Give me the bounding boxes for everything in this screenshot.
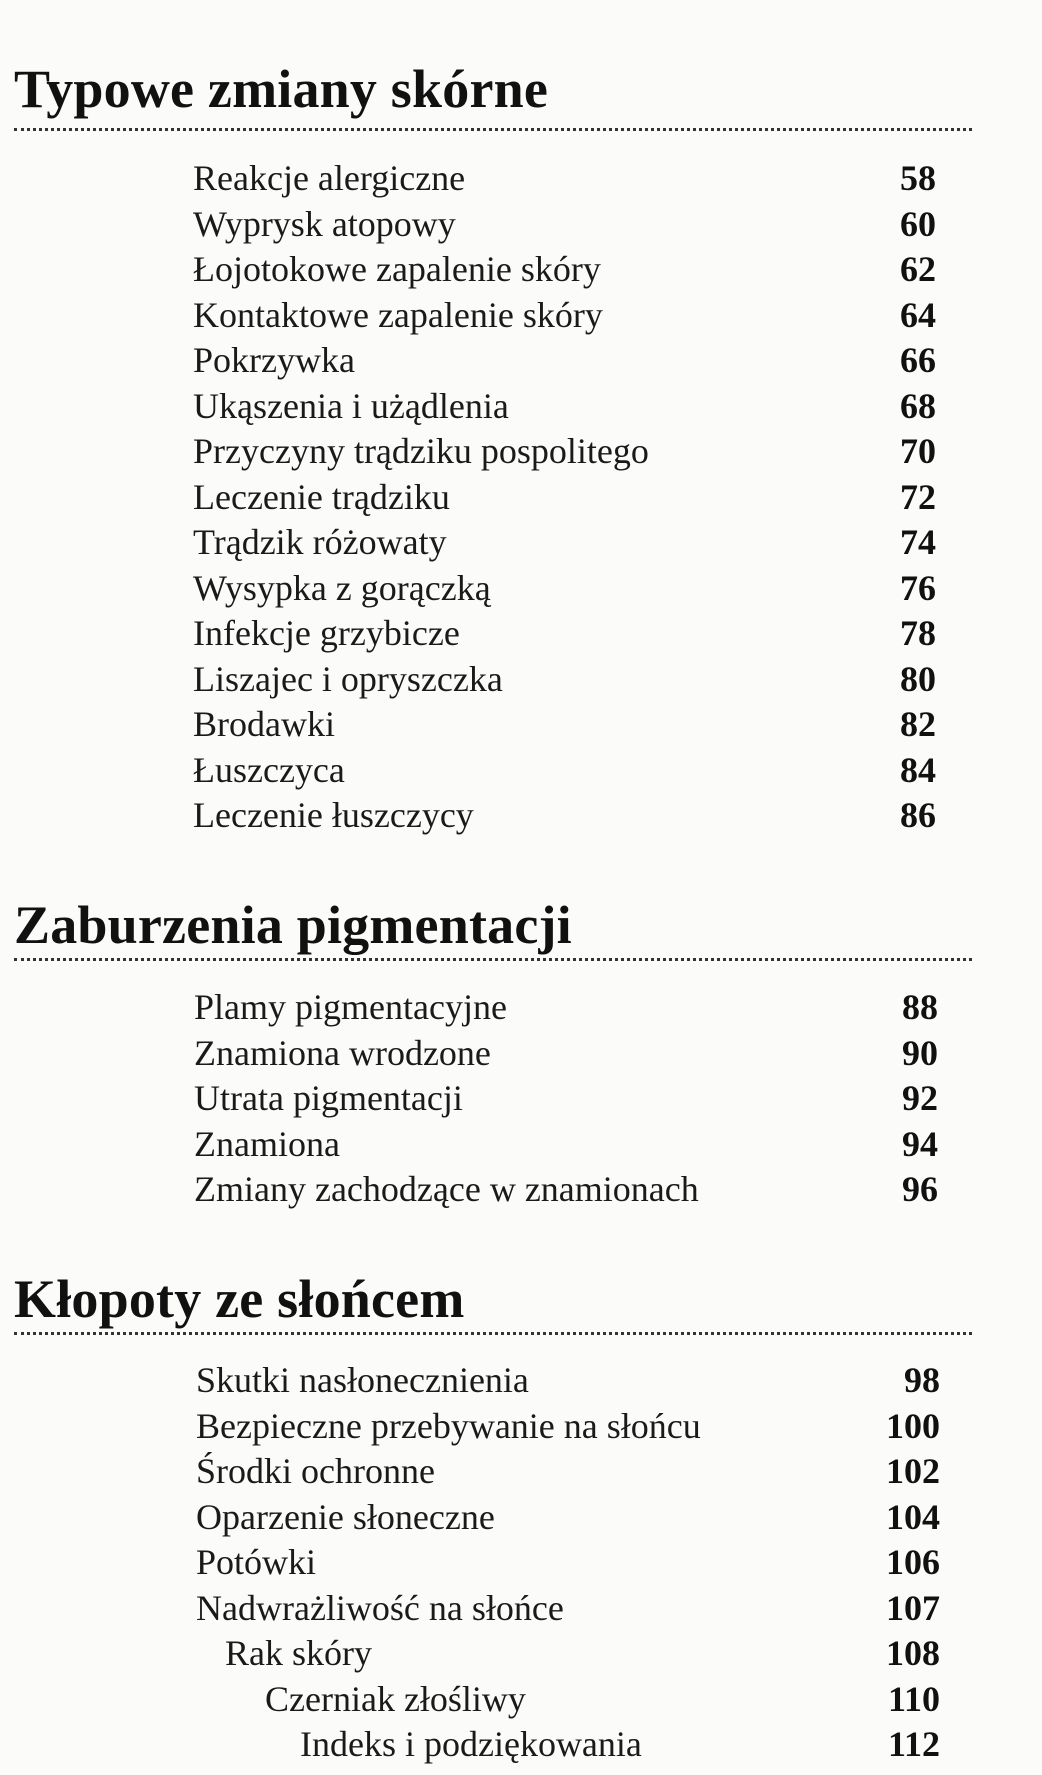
entry-page-number: 64 [900,294,936,335]
toc-entry[interactable] [194,1166,938,1212]
toc-entry[interactable] [193,155,936,201]
toc-entry[interactable] [196,1403,940,1449]
entry-label: Znamiona [194,1123,340,1164]
entry-label: Łuszczyca [193,749,345,790]
toc-entry[interactable] [194,1075,938,1121]
entry-label: Potówki [196,1542,317,1582]
toc-entry[interactable] [193,747,936,793]
entry-page-number: 100 [886,1405,940,1446]
toc-entry[interactable] [194,1030,938,1076]
entry-label: Ukąszenia i użądlenia [193,385,509,426]
entry-page-number: 78 [900,613,936,653]
toc-entry[interactable] [193,656,936,702]
entry-label: Reakcje alergiczne [193,158,466,198]
entry-label: Wysypka z gorączką [193,567,491,608]
toc-entry[interactable] [193,428,936,474]
toc-entry[interactable] [265,1676,940,1722]
entry-page-number: 62 [900,249,936,289]
entry-label: Czerniak złośliwy [265,1678,526,1719]
entry-label: Leczenie trądziku [193,476,450,517]
entry-label: Liszajec i opryszczka [193,658,503,699]
entry-page-number: 104 [886,1496,940,1537]
entry-page-number: 90 [902,1032,938,1073]
entry-page-number: 66 [900,340,936,380]
toc-entry[interactable] [196,1357,940,1403]
toc-entry[interactable] [196,1494,940,1540]
entry-page-number: 80 [900,658,936,699]
entry-page-number: 76 [900,567,936,608]
entry-page-number: 86 [900,795,936,835]
toc-entry[interactable] [196,1448,940,1494]
section-title: Zaburzenia pigmentacji [14,895,572,955]
entry-label: Brodawki [193,704,335,744]
toc-entry[interactable] [193,701,936,747]
entry-label: Utrata pigmentacji [194,1078,463,1118]
toc-entry[interactable] [194,1121,938,1167]
dotted-divider [14,958,972,961]
dotted-divider [14,1332,972,1335]
toc-entry[interactable] [193,246,936,292]
entry-label: Kontaktowe zapalenie skóry [193,294,603,335]
toc-entry[interactable] [196,1539,940,1585]
entry-label: Znamiona wrodzone [194,1032,491,1073]
toc-entry[interactable] [193,337,936,383]
entry-label: Nadwrażliwość na słońce [196,1587,564,1628]
entry-page-number: 84 [900,749,936,790]
section-title: Typowe zmiany skórne [14,59,549,119]
entry-page-number: 60 [900,203,936,244]
entry-page-number: 92 [902,1078,938,1118]
entry-label: Bezpieczne przebywanie na słońcu [196,1405,701,1446]
entry-label: Środki ochronne [196,1451,435,1491]
entry-page-number: 68 [900,385,936,426]
entry-page-number: 72 [900,476,936,517]
entry-page-number: 107 [886,1587,940,1628]
entry-label: Infekcje grzybicze [193,613,460,653]
entry-page-number: 108 [886,1633,940,1673]
entry-label: Rak skóry [225,1633,372,1673]
entry-label: Indeks i podziękowania [300,1724,642,1764]
entry-page-number: 88 [902,987,938,1027]
entry-label: Oparzenie słoneczne [196,1496,495,1537]
toc-entry[interactable] [193,383,936,429]
section-title: Kłopoty ze słońcem [14,1269,465,1329]
entry-page-number: 74 [900,522,936,562]
toc-entry[interactable] [193,201,936,247]
entry-page-number: 70 [900,431,936,471]
toc-entry[interactable] [225,1630,940,1676]
toc-entry[interactable] [194,984,938,1030]
toc-entry[interactable] [193,474,936,520]
entry-label: Pokrzywka [193,340,355,380]
toc-entry[interactable] [300,1721,940,1767]
entry-page-number: 82 [900,704,936,744]
entry-page-number: 94 [902,1123,938,1164]
entry-label: Wyprysk atopowy [193,203,456,244]
entry-label: Leczenie łuszczycy [193,795,474,835]
entry-label: Trądzik różowaty [193,522,447,562]
entry-page-number: 112 [887,1724,940,1764]
entry-page-number: 110 [887,1678,940,1719]
entry-page-number: 106 [886,1542,940,1582]
toc-entry[interactable] [193,565,936,611]
toc-entry[interactable] [196,1585,940,1631]
entry-page-number: 98 [904,1360,940,1400]
dotted-divider [14,128,972,131]
entry-label: Skutki nasłonecznienia [196,1360,529,1400]
entry-page-number: 96 [902,1169,938,1209]
entry-label: Plamy pigmentacyjne [194,987,507,1027]
toc-entry[interactable] [193,292,936,338]
entry-label: Przyczyny trądziku pospolitego [193,431,649,471]
entry-label: Zmiany zachodzące w znamionach [194,1169,699,1209]
toc-entry[interactable] [193,610,936,656]
toc-entry[interactable] [193,792,936,838]
entry-page-number: 58 [900,158,936,198]
entry-page-number: 102 [886,1451,940,1491]
toc-entry[interactable] [193,519,936,565]
entry-label: Łojotokowe zapalenie skóry [193,249,601,289]
